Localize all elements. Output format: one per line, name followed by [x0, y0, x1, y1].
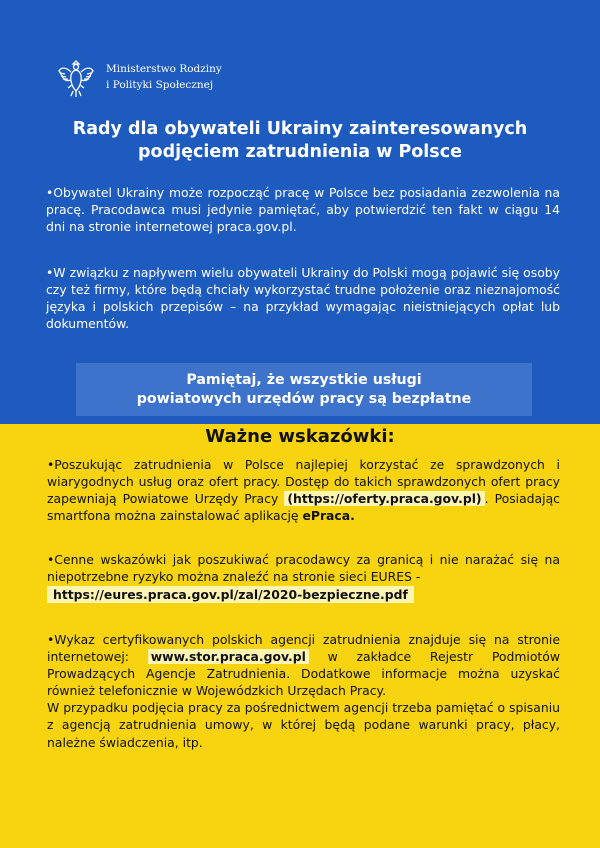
stor-link[interactable]: www.stor.praca.gov.pl [148, 649, 309, 664]
title-line-2: podjęciem zatrudnienia w Polsce [138, 142, 462, 162]
banner-line-1: Pamiętaj, że wszystkie usługi [186, 371, 422, 388]
ministry-line-2: i Polityki Społecznej [106, 79, 214, 91]
page-title [30, 118, 570, 164]
hints-heading: Ważne wskazówki: [205, 426, 395, 447]
polish-eagle-icon [56, 55, 96, 99]
hint-4-text: W przypadku podjęcia pracy za pośrednictwem agencji trzeba pamiętać o spisaniu z agencją zatrudnienia umowy, w której będą podane warunki pracy, płacy, należne świadczenia, itp. [47, 700, 560, 750]
intro-paragraph-2: •W związku z napływem wielu obywateli Ukrainy do Polski mogą pojawić się osoby czy też firmy, które będą chciały wykorzystać trudne położenie oraz nieznajomość języka i polskich przepisów – na przykład wymagając nieistniejących opłat lub dokumentów. [46, 265, 560, 332]
hint-paragraph-3 [47, 631, 560, 751]
hint-2-text: •Cenne wskazówki jak poszukiwać pracodawcy za granicą i nie narażać się na niepotrzebne ryzyko można znaleźć na stronie sieci EURES - [47, 552, 560, 585]
ministry-name [106, 61, 222, 93]
hint-1-mid: . Posiadając smartfona można zainstalować aplikację [47, 491, 560, 524]
epraca-app-name: ePraca. [302, 508, 355, 524]
intro-paragraph-1: •Obywatel Ukrainy może rozpocząć pracę w Polsce bez posiadania zezwolenia na pracę. Pracodawca musi jedynie pamiętać, aby potwierdzić ten fakt w ciągu 14 dni na stronie internetowej praca.gov.pl. [46, 185, 560, 235]
banner-line-2: powiatowych urzędów pracy są bezpłatne [136, 390, 472, 407]
oferty-link[interactable]: (https://oferty.praca.gov.pl) [284, 491, 484, 506]
ministry-logo [56, 55, 222, 99]
hint-paragraph-1 [47, 456, 560, 524]
hint-paragraph-2 [47, 551, 560, 603]
hint-3-text: •Wykaz certyfikowanych polskich agencji zatrudnienia znajduje się na stronie internetowej: [47, 632, 560, 665]
hint-3-rest: w zakładce Rejestr Podmiotów Prowadzących Agencje Zatrudnienia. Dodatkowe informacje można uzyskać również telefonicznie w Wojewódzkich Urzędach Pracy. [47, 649, 560, 699]
free-services-banner [76, 363, 532, 416]
hint-1-text: •Poszukując zatrudnienia w Polsce najlepiej korzystać ze sprawdzonych i wiarygodnych usług oraz ofert pracy. Dostęp do takich sprawdzonych ofert pracy zapewniają Powiatowe Urzędy Pracy [47, 457, 560, 507]
ministry-line-1: Ministerstwo Rodziny [106, 63, 222, 75]
title-line-1: Rady dla obywateli Ukrainy zainteresowanych [72, 119, 528, 139]
eures-link[interactable]: https://eures.praca.gov.pl/zal/2020-bezpieczne.pdf [47, 586, 414, 603]
